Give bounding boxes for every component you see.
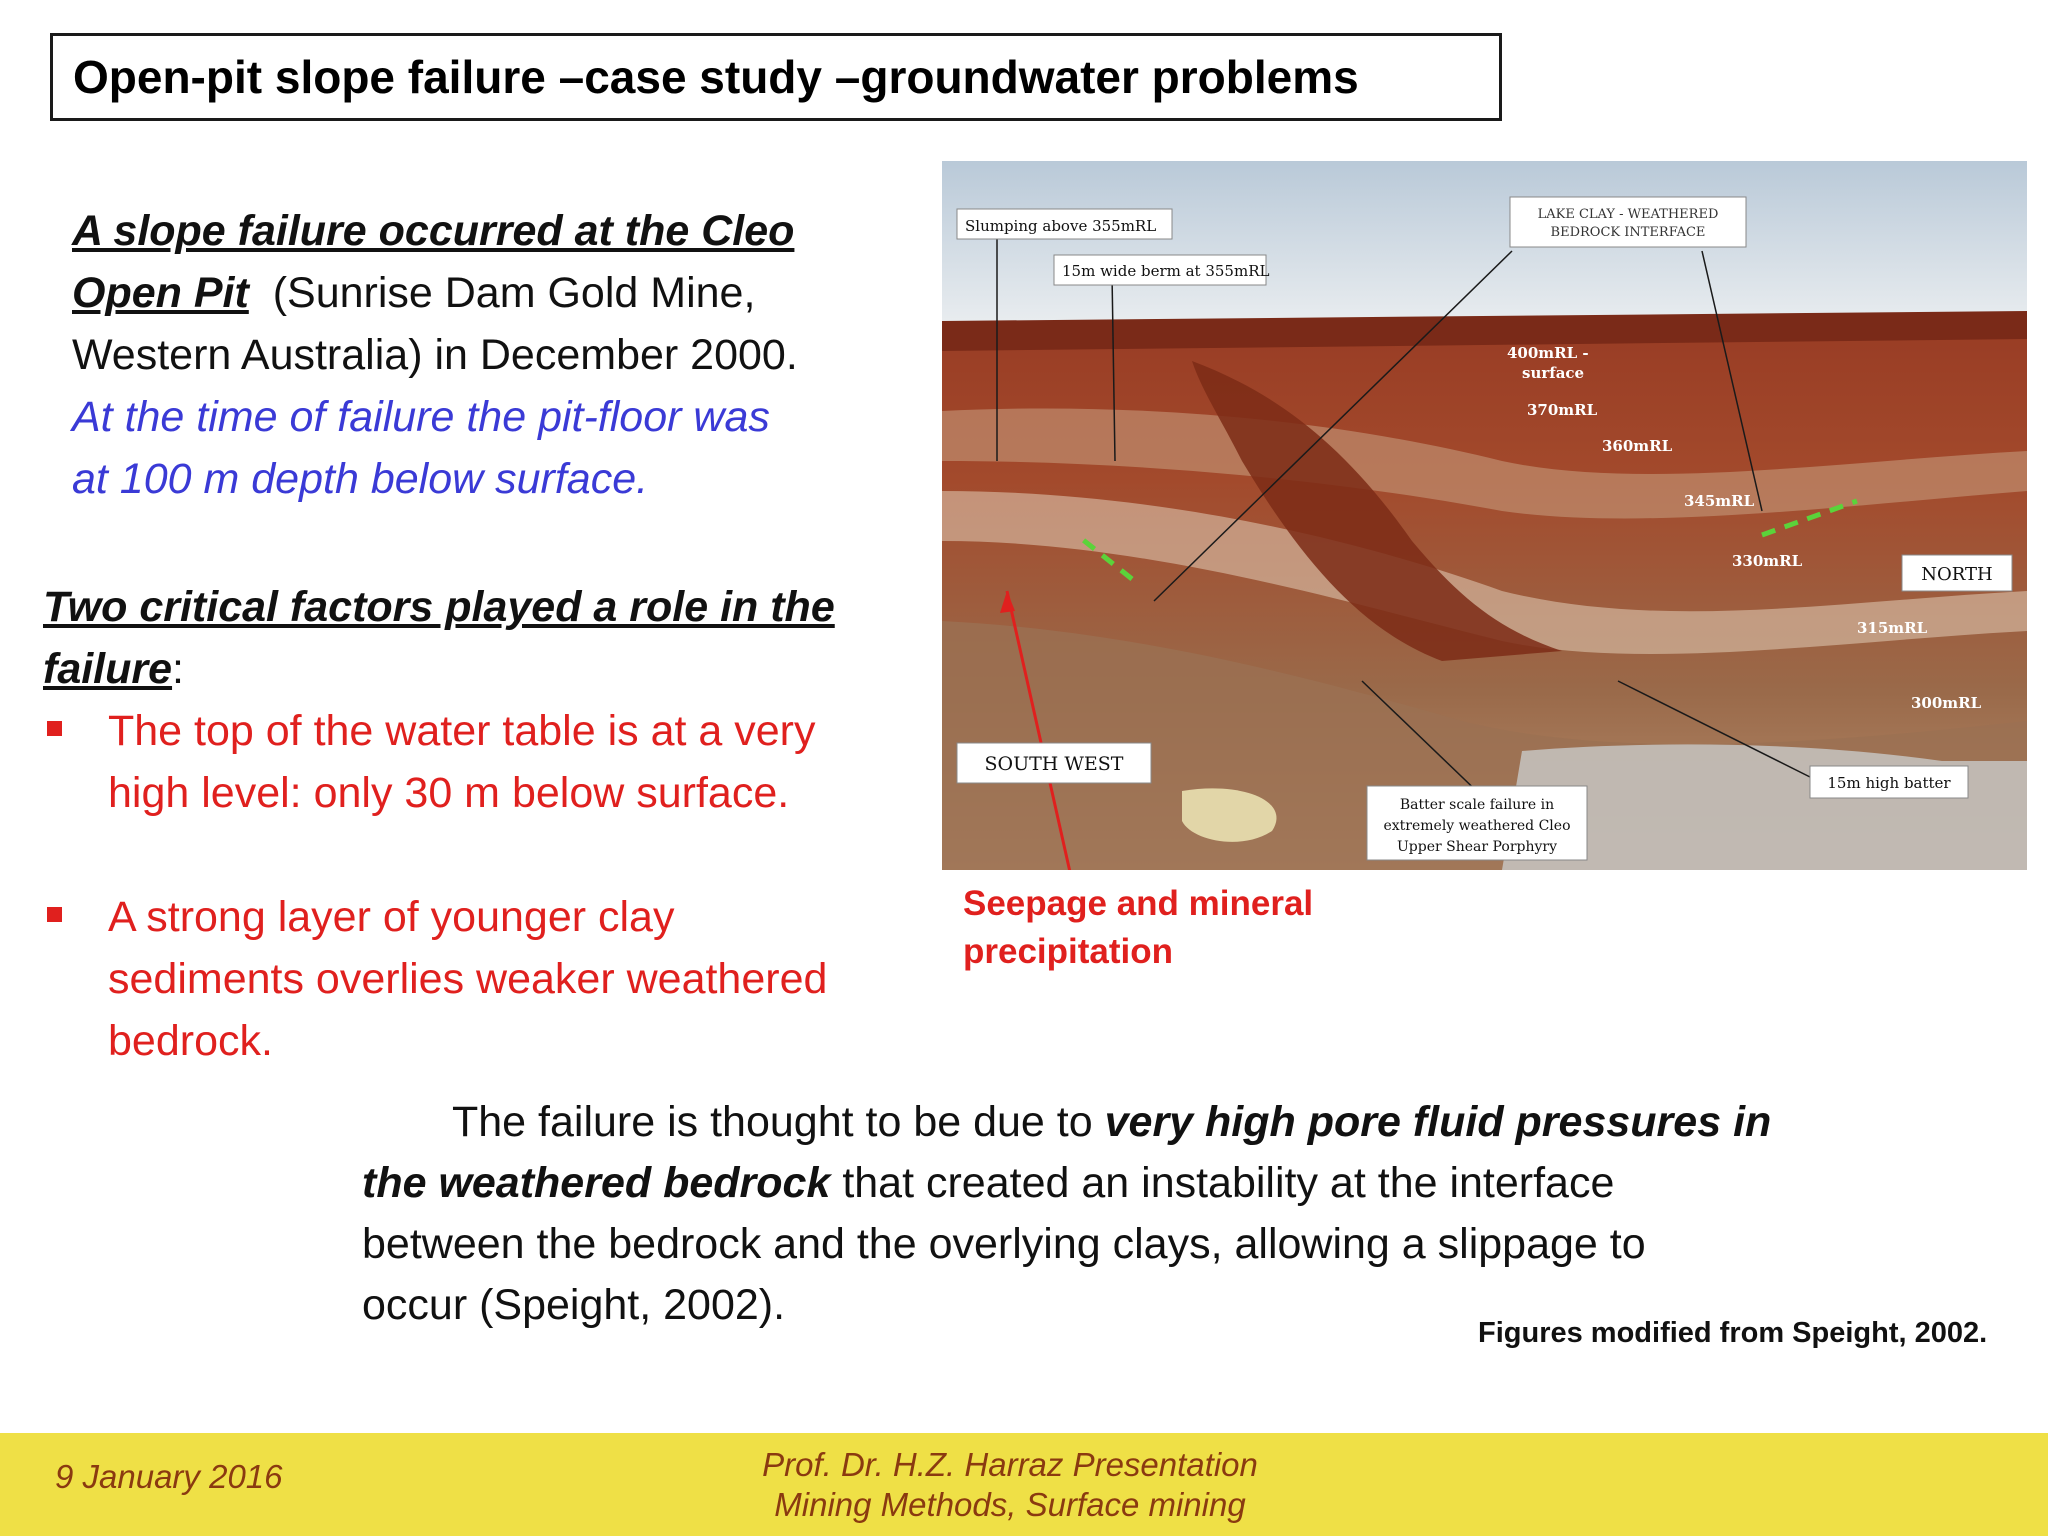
- label-north: NORTH: [1921, 564, 1993, 585]
- bullet1-line2: high level: only 30 m below surface.: [108, 769, 790, 817]
- summary-p2: that created an instability at the interface: [830, 1159, 1615, 1207]
- label-high-batter: 15m high batter: [1827, 774, 1951, 792]
- intro-blue-line2: at 100 m depth below surface.: [72, 455, 649, 503]
- label-rl330: 330mRL: [1732, 552, 1803, 570]
- label-rl370: 370mRL: [1527, 401, 1598, 419]
- bullet2-line1: A strong layer of younger clay: [108, 893, 675, 941]
- bullet2-line3: bedrock.: [108, 1017, 273, 1065]
- label-batter-2: extremely weathered Cleo: [1383, 818, 1571, 834]
- summary-p1: The failure is thought to be due to: [452, 1098, 1105, 1146]
- seepage-line2: precipitation: [963, 932, 1174, 971]
- slide-title: Open-pit slope failure –case study –groundwater problems: [50, 33, 1502, 121]
- bullet-square-icon: [47, 721, 62, 736]
- bullet1-line1: The top of the water table is at a very: [108, 707, 816, 755]
- label-lake-clay-2: BEDROCK INTERFACE: [1550, 225, 1706, 240]
- bullet2-line2: sediments overlies weaker weathered: [108, 955, 828, 1003]
- intro-lead-line2: Open Pit: [72, 269, 249, 317]
- label-rl315: 315mRL: [1857, 619, 1928, 637]
- label-slumping: Slumping above 355mRL: [965, 217, 1157, 235]
- factors-heading-line2: failure: [43, 645, 173, 693]
- label-berm: 15m wide berm at 355mRL: [1062, 262, 1270, 280]
- seepage-line1: Seepage and mineral: [963, 884, 1314, 923]
- label-rl300: 300mRL: [1911, 694, 1982, 712]
- seepage-caption: [963, 880, 1363, 976]
- footer-presenter: [620, 1445, 1400, 1525]
- summary-p2-bold: the weathered bedrock: [362, 1159, 831, 1207]
- footer-line1: Prof. Dr. H.Z. Harraz Presentation: [762, 1446, 1258, 1483]
- factors-heading-line1: Two critical factors played a role in the: [43, 583, 835, 631]
- footer-line2: Mining Methods, Surface mining: [774, 1486, 1246, 1523]
- footer-bar: [0, 1433, 2048, 1536]
- factors-heading-colon: :: [172, 645, 184, 693]
- intro-location: (Sunrise Dam Gold Mine,: [248, 269, 756, 317]
- bullet-square-icon: [47, 907, 62, 922]
- label-rl400-2: surface: [1522, 364, 1585, 382]
- intro-paragraph: [72, 200, 892, 510]
- label-lake-clay-1: LAKE CLAY - WEATHERED: [1537, 207, 1719, 222]
- label-rl400-1: 400mRL -: [1507, 344, 1589, 362]
- summary-p1-bold: very high pore fluid pressures in: [1104, 1098, 1772, 1146]
- label-rl360: 360mRL: [1602, 437, 1673, 455]
- label-batter-1: Batter scale failure in: [1399, 797, 1555, 813]
- intro-lead-line1: A slope failure occurred at the Cleo: [72, 207, 795, 255]
- label-rl345: 345mRL: [1684, 492, 1755, 510]
- sky: [942, 161, 2027, 321]
- footer-date: 9 January 2016: [55, 1458, 283, 1495]
- intro-blue-line1: At the time of failure the pit-floor was: [72, 393, 770, 441]
- summary-paragraph: [362, 1092, 1852, 1336]
- label-southwest: SOUTH WEST: [984, 753, 1124, 775]
- summary-p4: occur (Speight, 2002).: [362, 1281, 786, 1329]
- label-batter-3: Upper Shear Porphyry: [1397, 839, 1557, 855]
- factors-heading: [43, 576, 903, 700]
- intro-line3: Western Australia) in December 2000.: [72, 331, 798, 379]
- open-pit-photo: [942, 161, 2027, 870]
- figure-credit: Figures modified from Speight, 2002.: [1478, 1317, 1988, 1349]
- summary-p3: between the bedrock and the overlying clays, allowing a slippage to: [362, 1220, 1646, 1268]
